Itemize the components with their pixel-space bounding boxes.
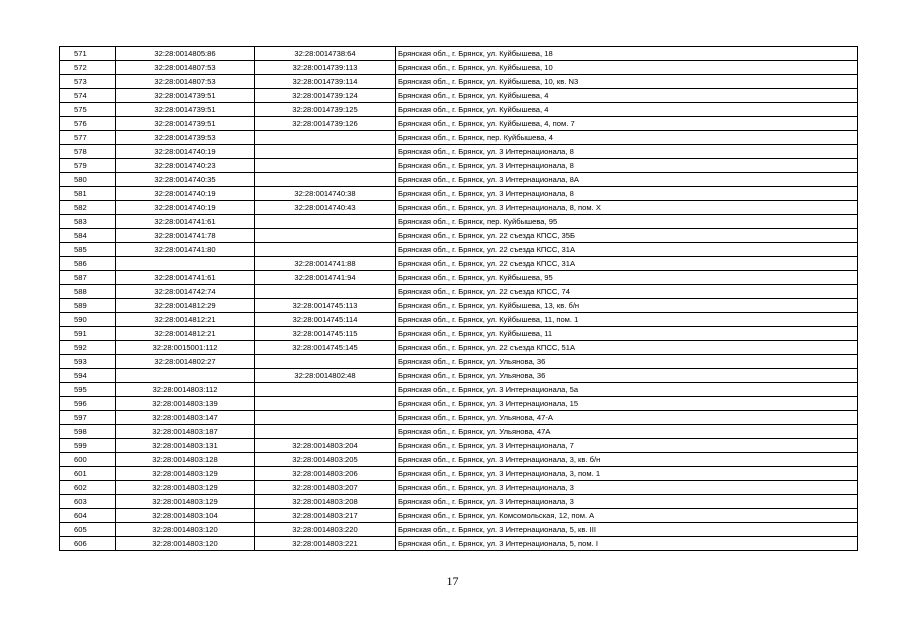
building-cadastral-number-cell: 32:28:0014803:205 <box>255 453 396 467</box>
table-row <box>60 397 858 411</box>
row-number-cell: 587 <box>60 271 116 285</box>
building-cadastral-number-cell: 32:28:0014745:113 <box>255 299 396 313</box>
address-cell: Брянская обл., г. Брянск, ул. Куйбышева, 11, пом. 1 <box>396 313 858 327</box>
row-number-cell: 579 <box>60 159 116 173</box>
row-number-cell: 592 <box>60 341 116 355</box>
data-table <box>59 46 858 551</box>
table-row <box>60 89 858 103</box>
cadastral-number-cell: 32:28:0014803:187 <box>116 425 255 439</box>
cadastral-number-cell: 32:28:0014740:35 <box>116 173 255 187</box>
table-row <box>60 509 858 523</box>
cadastral-number-cell: 32:28:0014739:51 <box>116 103 255 117</box>
building-cadastral-number-cell: 32:28:0014803:217 <box>255 509 396 523</box>
cadastral-number-cell: 32:28:0014803:128 <box>116 453 255 467</box>
row-number-cell: 603 <box>60 495 116 509</box>
building-cadastral-number-cell <box>255 215 396 229</box>
address-cell: Брянская обл., г. Брянск, ул. 3 Интернационала, 3, кв. б/н <box>396 453 858 467</box>
building-cadastral-number-cell <box>255 229 396 243</box>
cadastral-number-cell: 32:28:0014803:147 <box>116 411 255 425</box>
row-number-cell: 601 <box>60 467 116 481</box>
cadastral-number-cell: 32:28:0014807:53 <box>116 75 255 89</box>
address-cell: Брянская обл., г. Брянск, ул. Куйбышева, 4 <box>396 89 858 103</box>
address-cell: Брянская обл., г. Брянск, ул. 22 съезда КПСС, 35Б <box>396 229 858 243</box>
row-number-cell: 593 <box>60 355 116 369</box>
address-cell: Брянская обл., г. Брянск, ул. Куйбышева, 4 <box>396 103 858 117</box>
cadastral-number-cell: 32:28:0014739:51 <box>116 117 255 131</box>
building-cadastral-number-cell: 32:28:0014803:221 <box>255 537 396 551</box>
row-number-cell: 582 <box>60 201 116 215</box>
cadastral-number-cell: 32:28:0014812:21 <box>116 313 255 327</box>
table-row <box>60 481 858 495</box>
address-cell: Брянская обл., г. Брянск, ул. Куйбышева, 10 <box>396 61 858 75</box>
table-row <box>60 355 858 369</box>
table-row <box>60 173 858 187</box>
table-row <box>60 103 858 117</box>
cadastral-number-cell: 32:28:0014742:74 <box>116 285 255 299</box>
cadastral-number-cell: 32:28:0014803:131 <box>116 439 255 453</box>
cadastral-number-cell: 32:28:0014803:120 <box>116 523 255 537</box>
address-cell: Брянская обл., г. Брянск, ул. 3 Интернационала, 3, пом. 1 <box>396 467 858 481</box>
cadastral-number-cell: 32:28:0014740:19 <box>116 201 255 215</box>
address-cell: Брянская обл., г. Брянск, ул. 3 Интернационала, 5, пом. I <box>396 537 858 551</box>
address-cell: Брянская обл., г. Брянск, ул. Комсомольская, 12, пом. А <box>396 509 858 523</box>
row-number-cell: 577 <box>60 131 116 145</box>
cadastral-number-cell: 32:28:0014803:129 <box>116 481 255 495</box>
row-number-cell: 599 <box>60 439 116 453</box>
row-number-cell: 583 <box>60 215 116 229</box>
row-number-cell: 591 <box>60 327 116 341</box>
row-number-cell: 604 <box>60 509 116 523</box>
building-cadastral-number-cell <box>255 383 396 397</box>
table-row <box>60 537 858 551</box>
table-row <box>60 145 858 159</box>
cadastral-number-cell: 32:28:0014740:19 <box>116 145 255 159</box>
cadastral-number-cell: 32:28:0014741:61 <box>116 271 255 285</box>
cadastral-number-cell: 32:28:0014803:104 <box>116 509 255 523</box>
cadastral-number-cell: 32:28:0014807:53 <box>116 61 255 75</box>
table-row <box>60 327 858 341</box>
building-cadastral-number-cell <box>255 145 396 159</box>
building-cadastral-number-cell: 32:28:0014741:94 <box>255 271 396 285</box>
page-number: 17 <box>446 574 459 588</box>
table-row <box>60 159 858 173</box>
cadastral-number-cell: 32:28:0015001:112 <box>116 341 255 355</box>
cadastral-number-cell: 32:28:0014803:120 <box>116 537 255 551</box>
address-cell: Брянская обл., г. Брянск, ул. Ульянова, 36 <box>396 355 858 369</box>
cadastral-number-cell: 32:28:0014803:112 <box>116 383 255 397</box>
table-row <box>60 187 858 201</box>
building-cadastral-number-cell <box>255 173 396 187</box>
building-cadastral-number-cell <box>255 411 396 425</box>
row-number-cell: 573 <box>60 75 116 89</box>
row-number-cell: 600 <box>60 453 116 467</box>
building-cadastral-number-cell: 32:28:0014745:115 <box>255 327 396 341</box>
address-cell: Брянская обл., г. Брянск, ул. Ульянова, 36 <box>396 369 858 383</box>
building-cadastral-number-cell: 32:28:0014740:43 <box>255 201 396 215</box>
building-cadastral-number-cell: 32:28:0014738:64 <box>255 47 396 61</box>
table-body <box>60 47 858 551</box>
address-cell: Брянская обл., г. Брянск, ул. 22 съезда КПСС, 31А <box>396 243 858 257</box>
row-number-cell: 572 <box>60 61 116 75</box>
table-row <box>60 299 858 313</box>
building-cadastral-number-cell: 32:28:0014803:208 <box>255 495 396 509</box>
address-cell: Брянская обл., г. Брянск, ул. Куйбышева, 95 <box>396 271 858 285</box>
table-row <box>60 285 858 299</box>
address-cell: Брянская обл., г. Брянск, ул. 3 Интернационала, 3 <box>396 481 858 495</box>
table-row <box>60 271 858 285</box>
building-cadastral-number-cell: 32:28:0014739:114 <box>255 75 396 89</box>
table-row <box>60 425 858 439</box>
row-number-cell: 571 <box>60 47 116 61</box>
table-row <box>60 257 858 271</box>
cadastral-number-cell: 32:28:0014741:80 <box>116 243 255 257</box>
address-cell: Брянская обл., г. Брянск, пер. Куйбышева, 95 <box>396 215 858 229</box>
table-row <box>60 453 858 467</box>
address-cell: Брянская обл., г. Брянск, ул. 3 Интернационала, 7 <box>396 439 858 453</box>
table-row <box>60 61 858 75</box>
table-row <box>60 243 858 257</box>
row-number-cell: 594 <box>60 369 116 383</box>
table-row <box>60 369 858 383</box>
address-cell: Брянская обл., г. Брянск, ул. 3 Интернационала, 15 <box>396 397 858 411</box>
table-row <box>60 495 858 509</box>
row-number-cell: 585 <box>60 243 116 257</box>
cadastral-number-cell: 32:28:0014739:53 <box>116 131 255 145</box>
table-row <box>60 439 858 453</box>
table-row <box>60 201 858 215</box>
building-cadastral-number-cell <box>255 159 396 173</box>
row-number-cell: 578 <box>60 145 116 159</box>
building-cadastral-number-cell: 32:28:0014745:145 <box>255 341 396 355</box>
building-cadastral-number-cell: 32:28:0014745:114 <box>255 313 396 327</box>
address-cell: Брянская обл., г. Брянск, ул. 3 Интернационала, 8А <box>396 173 858 187</box>
address-cell: Брянская обл., г. Брянск, ул. 3 Интернационала, 5а <box>396 383 858 397</box>
cadastral-number-cell: 32:28:0014802:27 <box>116 355 255 369</box>
building-cadastral-number-cell: 32:28:0014740:38 <box>255 187 396 201</box>
row-number-cell: 606 <box>60 537 116 551</box>
row-number-cell: 580 <box>60 173 116 187</box>
cadastral-number-cell <box>116 369 255 383</box>
row-number-cell: 597 <box>60 411 116 425</box>
address-cell: Брянская обл., г. Брянск, ул. 3 Интернационала, 8 <box>396 159 858 173</box>
table-row <box>60 117 858 131</box>
table-row <box>60 229 858 243</box>
table-row <box>60 523 858 537</box>
address-cell: Брянская обл., г. Брянск, пер. Куйбышева, 4 <box>396 131 858 145</box>
cadastral-number-cell: 32:28:0014805:86 <box>116 47 255 61</box>
building-cadastral-number-cell <box>255 243 396 257</box>
address-cell: Брянская обл., г. Брянск, ул. Куйбышева, 11 <box>396 327 858 341</box>
row-number-cell: 590 <box>60 313 116 327</box>
address-cell: Брянская обл., г. Брянск, ул. 3 Интернационала, 8 <box>396 187 858 201</box>
row-number-cell: 581 <box>60 187 116 201</box>
building-cadastral-number-cell: 32:28:0014739:124 <box>255 89 396 103</box>
row-number-cell: 588 <box>60 285 116 299</box>
building-cadastral-number-cell <box>255 131 396 145</box>
row-number-cell: 574 <box>60 89 116 103</box>
cadastral-number-cell: 32:28:0014741:78 <box>116 229 255 243</box>
row-number-cell: 602 <box>60 481 116 495</box>
table-row <box>60 75 858 89</box>
row-number-cell: 595 <box>60 383 116 397</box>
table-row <box>60 411 858 425</box>
building-cadastral-number-cell: 32:28:0014739:125 <box>255 103 396 117</box>
address-cell: Брянская обл., г. Брянск, ул. 22 съезда КПСС, 74 <box>396 285 858 299</box>
row-number-cell: 576 <box>60 117 116 131</box>
cadastral-number-cell: 32:28:0014739:51 <box>116 89 255 103</box>
cadastral-number-cell: 32:28:0014812:29 <box>116 299 255 313</box>
cadastral-number-cell: 32:28:0014740:19 <box>116 187 255 201</box>
building-cadastral-number-cell: 32:28:0014803:204 <box>255 439 396 453</box>
address-cell: Брянская обл., г. Брянск, ул. 22 съезда КПСС, 31А <box>396 257 858 271</box>
cadastral-number-cell: 32:28:0014803:129 <box>116 467 255 481</box>
table-row <box>60 47 858 61</box>
cadastral-number-cell <box>116 257 255 271</box>
address-cell: Брянская обл., г. Брянск, ул. 3 Интернационала, 8 <box>396 145 858 159</box>
building-cadastral-number-cell <box>255 425 396 439</box>
cadastral-number-cell: 32:28:0014741:61 <box>116 215 255 229</box>
row-number-cell: 605 <box>60 523 116 537</box>
row-number-cell: 586 <box>60 257 116 271</box>
table-row <box>60 215 858 229</box>
row-number-cell: 589 <box>60 299 116 313</box>
address-cell: Брянская обл., г. Брянск, ул. 22 съезда КПСС, 51А <box>396 341 858 355</box>
address-cell: Брянская обл., г. Брянск, ул. Куйбышева, 13, кв. б/н <box>396 299 858 313</box>
table-row <box>60 341 858 355</box>
cadastral-number-cell: 32:28:0014803:129 <box>116 495 255 509</box>
address-cell: Брянская обл., г. Брянск, ул. Куйбышева, 18 <box>396 47 858 61</box>
building-cadastral-number-cell: 32:28:0014739:113 <box>255 61 396 75</box>
building-cadastral-number-cell: 32:28:0014803:206 <box>255 467 396 481</box>
table-row <box>60 313 858 327</box>
address-cell: Брянская обл., г. Брянск, ул. Ульянова, 47А <box>396 425 858 439</box>
cadastral-number-cell: 32:28:0014803:139 <box>116 397 255 411</box>
building-cadastral-number-cell: 32:28:0014803:207 <box>255 481 396 495</box>
building-cadastral-number-cell <box>255 285 396 299</box>
table-row <box>60 131 858 145</box>
address-cell: Брянская обл., г. Брянск, ул. 3 Интернационала, 8, пом. X <box>396 201 858 215</box>
address-cell: Брянская обл., г. Брянск, ул. 3 Интернационала, 3 <box>396 495 858 509</box>
building-cadastral-number-cell <box>255 397 396 411</box>
building-cadastral-number-cell: 32:28:0014802:48 <box>255 369 396 383</box>
table-row <box>60 383 858 397</box>
cadastral-number-cell: 32:28:0014812:21 <box>116 327 255 341</box>
building-cadastral-number-cell: 32:28:0014803:220 <box>255 523 396 537</box>
cadastral-number-cell: 32:28:0014740:23 <box>116 159 255 173</box>
building-cadastral-number-cell: 32:28:0014741:88 <box>255 257 396 271</box>
row-number-cell: 575 <box>60 103 116 117</box>
building-cadastral-number-cell: 32:28:0014739:126 <box>255 117 396 131</box>
table-row <box>60 467 858 481</box>
address-cell: Брянская обл., г. Брянск, ул. Куйбышева, 4, пом. 7 <box>396 117 858 131</box>
address-cell: Брянская обл., г. Брянск, ул. 3 Интернационала, 5, кв. III <box>396 523 858 537</box>
row-number-cell: 598 <box>60 425 116 439</box>
address-cell: Брянская обл., г. Брянск, ул. Куйбышева, 10, кв. N3 <box>396 75 858 89</box>
row-number-cell: 584 <box>60 229 116 243</box>
address-cell: Брянская обл., г. Брянск, ул. Ульянова, 47-А <box>396 411 858 425</box>
building-cadastral-number-cell <box>255 355 396 369</box>
row-number-cell: 596 <box>60 397 116 411</box>
